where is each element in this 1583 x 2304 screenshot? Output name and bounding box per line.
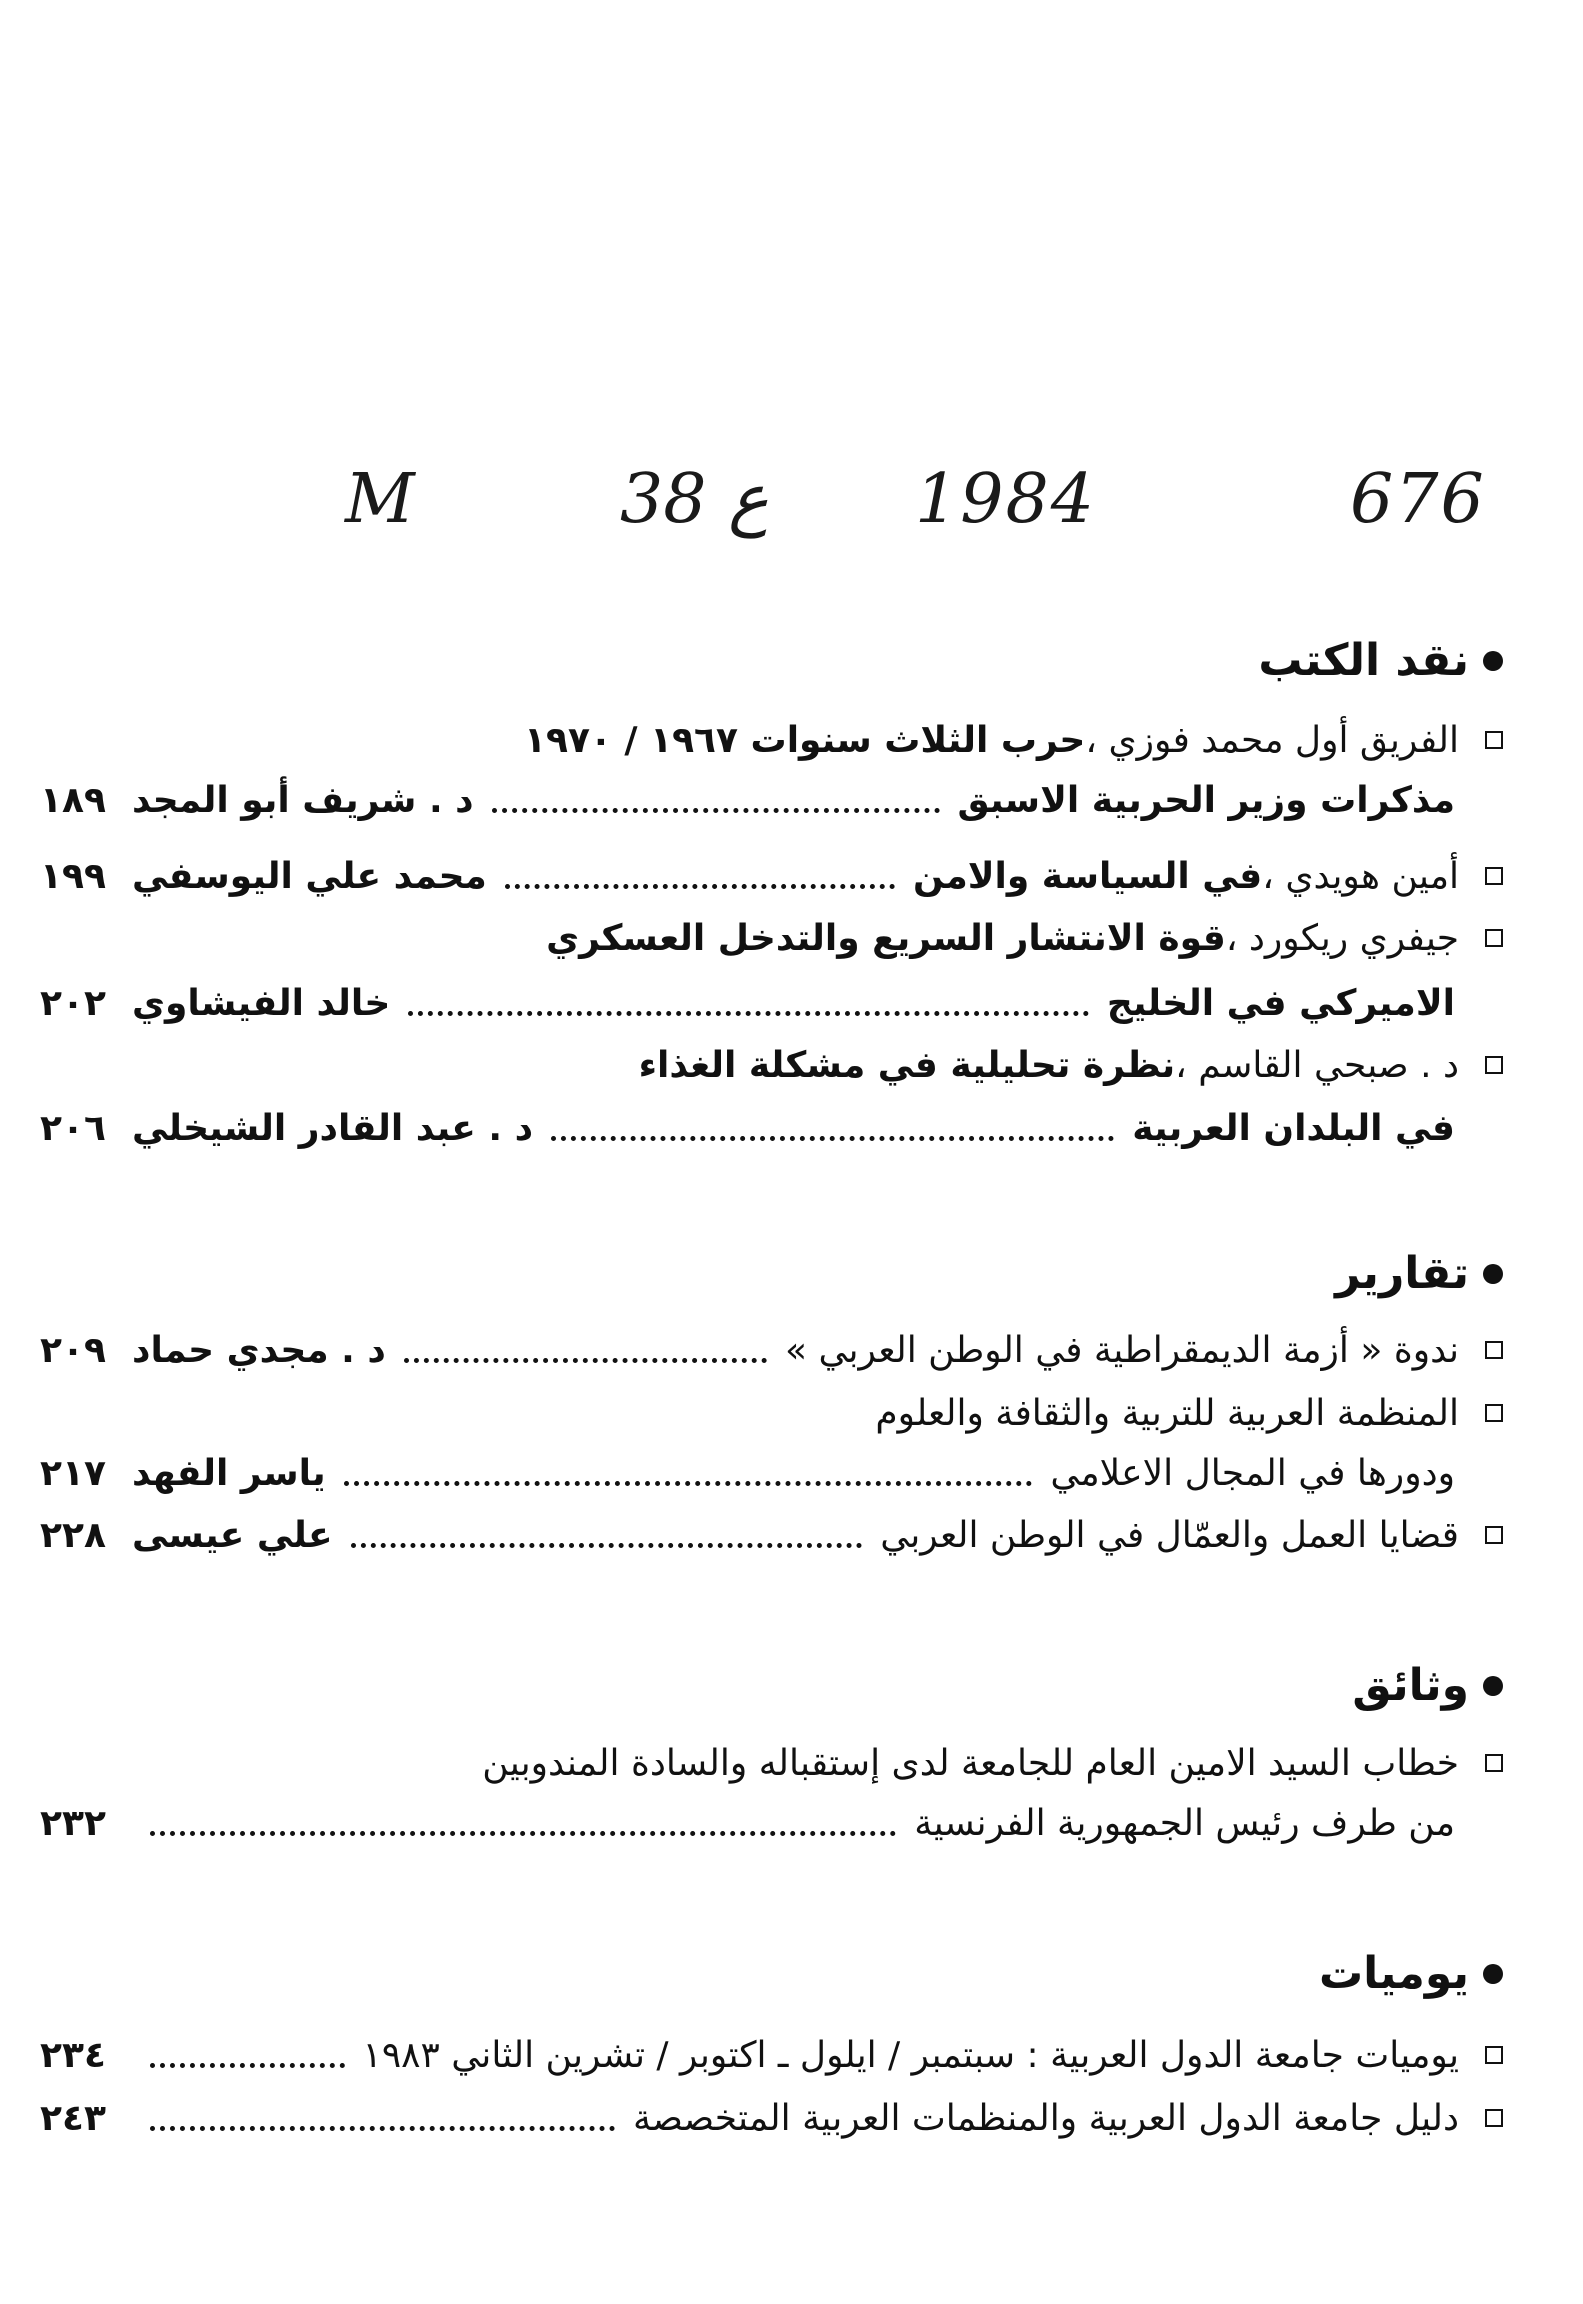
checkbox-square-icon — [1485, 1526, 1503, 1544]
entry-author: د . مجدي حماد — [132, 1329, 386, 1371]
checkbox-square-icon — [1485, 867, 1503, 885]
entry-title: ودورها في المجال الاعلامي — [1050, 1452, 1455, 1494]
entry-title: في السياسة والامن — [913, 855, 1263, 897]
section-title-book-reviews: نقد الكتب — [1258, 635, 1503, 686]
entry-title: خطاب السيد الامين العام للجامعة لدى إستقباله والسادة المندوبين — [482, 1742, 1459, 1784]
handwritten-code: M — [345, 460, 417, 539]
entry-title: الاميركي في الخليج — [1106, 982, 1455, 1024]
entry-title: حرب الثلاث سنوات ١٩٦٧ / ١٩٧٠ — [524, 719, 1086, 761]
section-title-diaries: يوميات — [1319, 1948, 1503, 1999]
page-number: ٢٣٤ — [40, 2034, 106, 2076]
toc-line: الفريق أول محمد فوزي ، حرب الثلاث سنوات ١٩٦٧ / ١٩٧٠ — [40, 712, 1503, 768]
page-number: ٢٤٣ — [40, 2097, 106, 2139]
toc-line — [40, 1507, 1503, 1563]
page-number: ١٩٩ — [40, 855, 106, 897]
page-number: ٢١٧ — [40, 1452, 106, 1494]
toc-line — [40, 1322, 1503, 1378]
entry-author: محمد علي اليوسفي — [132, 855, 487, 897]
handwritten-issue: 38 ع — [620, 460, 769, 539]
page-number: ٢٠٩ — [40, 1329, 106, 1371]
toc-line — [40, 1735, 1503, 1791]
toc-line: د . صبحي القاسم ، نظرة تحليلية في مشكلة الغذاء — [40, 1037, 1503, 1093]
toc-line — [40, 1100, 1503, 1156]
checkbox-square-icon — [1485, 929, 1503, 947]
toc-line — [40, 975, 1503, 1031]
section-title-reports: تقارير — [1335, 1248, 1503, 1299]
entry-title: مذكرات وزير الحربية الاسبق — [957, 779, 1455, 821]
dot-leader — [344, 1481, 1033, 1486]
bullet-icon — [1483, 1676, 1503, 1696]
toc-line — [40, 1385, 1503, 1441]
toc-line — [40, 1795, 1503, 1851]
dot-leader — [150, 2063, 345, 2068]
toc-line: جيفري ريكورد ، قوة الانتشار السريع والتدخل العسكري — [40, 910, 1503, 966]
dot-leader — [150, 2126, 615, 2131]
toc-line: أمين هويدي ، في السياسة والامن محمد علي اليوسفي ١٩٩ — [40, 848, 1503, 904]
bullet-icon — [1483, 1264, 1503, 1284]
entry-title: يوميات جامعة الدول العربية : سبتمبر / ايلول ـ اكتوبر / تشرين الثاني ١٩٨٣ — [362, 2034, 1459, 2076]
entry-title: في البلدان العربية — [1132, 1107, 1455, 1149]
page-number: ١٨٩ — [40, 779, 106, 821]
entry-author: د . عبد القادر الشيخلي — [132, 1107, 534, 1149]
entry-title: قضايا العمل والعمّال في الوطن العربي — [880, 1514, 1459, 1556]
checkbox-square-icon — [1485, 1754, 1503, 1772]
bullet-icon — [1483, 1964, 1503, 1984]
checkbox-square-icon — [1485, 2046, 1503, 2064]
checkbox-square-icon — [1485, 1056, 1503, 1074]
page-number: ٢٣٢ — [40, 1802, 106, 1844]
dot-leader — [492, 808, 940, 813]
toc-line — [40, 2027, 1503, 2083]
entry-title: نظرة تحليلية في مشكلة الغذاء — [638, 1044, 1176, 1086]
entry-title: من طرف رئيس الجمهورية الفرنسية — [914, 1802, 1455, 1844]
dot-leader — [505, 884, 895, 889]
checkbox-square-icon — [1485, 731, 1503, 749]
checkbox-square-icon — [1485, 2109, 1503, 2127]
dot-leader — [351, 1543, 863, 1548]
entry-title: المنظمة العربية للتربية والثقافة والعلوم — [875, 1392, 1459, 1434]
section-title-documents: وثائق — [1352, 1660, 1503, 1711]
handwritten-year: 1984 — [915, 460, 1097, 539]
entry-author: خالد الفيشاوي — [132, 982, 391, 1024]
toc-line — [40, 772, 1503, 828]
entry-author: د . شريف أبو المجد — [132, 779, 474, 821]
entry-title: دليل جامعة الدول العربية والمنظمات العربية المتخصصة — [633, 2097, 1459, 2139]
entry-author: ياسر الفهد — [132, 1452, 326, 1494]
handwritten-number: 676 — [1350, 460, 1486, 539]
bullet-icon — [1483, 651, 1503, 671]
entry-title: ندوة « أزمة الديمقراطية في الوطن العربي » — [785, 1329, 1459, 1371]
dot-leader — [150, 1831, 896, 1836]
dot-leader — [551, 1136, 1114, 1141]
dot-leader — [408, 1011, 1089, 1016]
toc-line — [40, 1445, 1503, 1501]
page-number: ٢٢٨ — [40, 1514, 106, 1556]
entry-author: علي عيسى — [132, 1514, 333, 1556]
page-number: ٢٠٢ — [40, 982, 106, 1024]
checkbox-square-icon — [1485, 1404, 1503, 1422]
dot-leader — [404, 1358, 767, 1363]
checkbox-square-icon — [1485, 1341, 1503, 1359]
toc-line — [40, 2090, 1503, 2146]
page-number: ٢٠٦ — [40, 1107, 106, 1149]
entry-title: قوة الانتشار السريع والتدخل العسكري — [546, 917, 1226, 959]
